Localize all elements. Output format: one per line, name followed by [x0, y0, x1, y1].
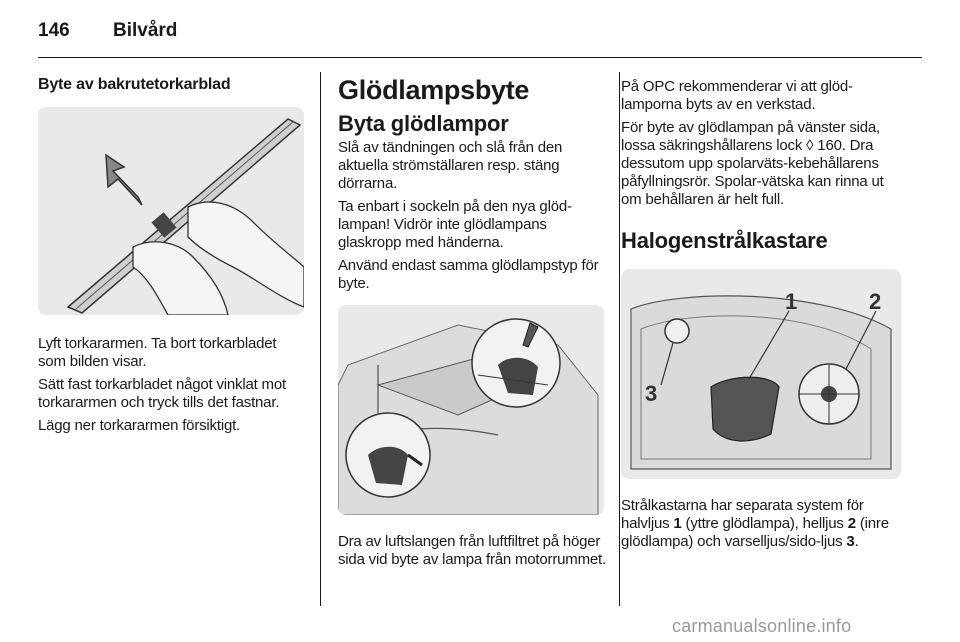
bulb-change-title: Glödlampsbyte	[338, 75, 530, 105]
caption-text: (yttre glödlampa), helljus	[681, 515, 848, 533]
header-divider	[38, 57, 922, 58]
caption-text: .	[854, 533, 859, 551]
engine-bay-caption: Dra av luftslangen från luftfiltret på höger sida vid byte av lampa från motorrummet.	[338, 532, 606, 568]
section-title: Bilvård	[113, 20, 178, 41]
page-header	[38, 20, 922, 50]
callout-3: 3	[645, 381, 658, 407]
column-headlights	[621, 72, 903, 556]
bulb-paragraph: Använd endast samma glödlampstyp för byte.	[338, 256, 599, 292]
engine-bay-illustration	[338, 305, 604, 515]
headlight-paragraph: På OPC rekommenderar vi att glöd-lamporna byts av en verkstad.	[621, 78, 853, 113]
caption-ref-3: 3	[846, 533, 855, 551]
caption-text: Strålkastarna har separata system för halvljus	[621, 497, 864, 533]
column-bulb-change	[338, 72, 606, 574]
watermark: carmanualsonline.info	[672, 616, 852, 636]
bulb-paragraph: Ta enbart i sockeln på den nya glöd-lampan! Vidrör inte glödlampans glaskropp med händerna.	[338, 197, 572, 251]
page-number: 146	[38, 20, 70, 41]
wiper-heading: Byte av bakrutetorkarblad	[38, 76, 231, 93]
caption-ref-1: 1	[673, 515, 682, 533]
caption-text: (inre glödlampa) och varselljus/sido-ljus	[621, 515, 889, 551]
column-divider-1	[320, 72, 321, 606]
bulb-change-subtitle: Byta glödlampor	[338, 110, 509, 136]
wiper-illustration	[38, 107, 304, 315]
callout-1: 1	[785, 289, 798, 315]
callout-2: 2	[869, 289, 882, 315]
halogen-heading: Halogenstrålkastare	[621, 228, 828, 253]
headlight-paragraph: För byte av glödlampan på vänster sida, lossa säkringshållarens lock ◊ 160. Dra dessutom upp spolarväts-kebehållarens påfyllningsrör. Spolar-vätska kan rinna ut om behållaren är helt full.	[621, 119, 884, 208]
wiper-paragraph: Lägg ner torkararmen försiktigt.	[38, 417, 241, 434]
headlamp-illustration	[621, 269, 901, 479]
engine-bay-drawing	[338, 305, 604, 515]
wiper-paragraph: Sätt fast torkarbladet något vinklat mot torkararmen och tryck tills det fastnar.	[38, 376, 286, 411]
headlamp-caption	[621, 497, 903, 551]
wiper-paragraph: Lyft torkararmen. Ta bort torkarbladet som bilden visar.	[38, 335, 277, 370]
caption-ref-2: 2	[847, 515, 856, 533]
column-wiper	[38, 72, 304, 440]
column-divider-2	[619, 72, 620, 606]
wiper-drawing	[38, 107, 304, 315]
bulb-paragraph: Slå av tändningen och slå från den aktuella strömställaren resp. stäng dörrarna.	[338, 138, 563, 192]
headlamp-drawing	[621, 269, 901, 479]
